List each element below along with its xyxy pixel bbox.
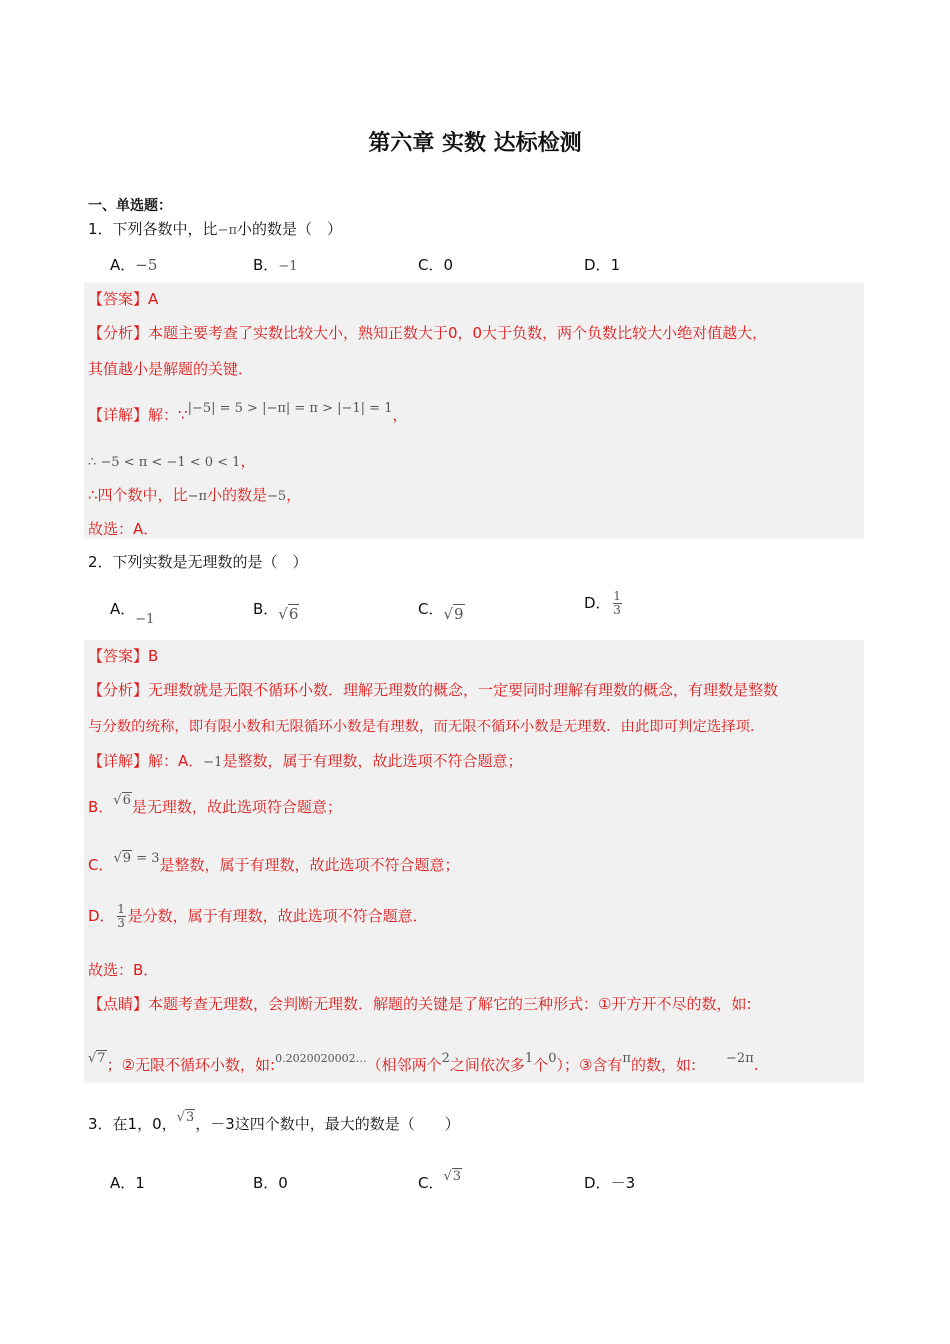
q1-detail-line-3: ∴四个数中，比−π小的数是−5， bbox=[88, 486, 302, 504]
q1-detail-line-2: ∴ −5 < π < −1 < 0 < 1， bbox=[88, 452, 256, 470]
question-3-stem: 3．在1，0，√3，－3这四个数中，最大的数是（ ） bbox=[88, 1110, 460, 1133]
q2-detail-b: B．√6是无理数，故此选项符合题意； bbox=[88, 793, 342, 816]
q1-option-c: C．0 bbox=[418, 256, 454, 274]
q2-detail-c: C．√9 = 3是整数，属于有理数，故此选项不符合题意； bbox=[88, 851, 460, 874]
q1-detail-line-1: 【详解】解：∵|−5| = 5 > |−π| = π > |−1| = 1， bbox=[88, 401, 408, 424]
q2-analysis-line-2: 与分数的统称，即有限小数和无限循环小数是有理数，而无限不循环小数是无理数．由此即可判定选择项． bbox=[88, 719, 765, 735]
q2-option-b: B．√6 bbox=[253, 600, 299, 623]
question-1-stem: 1．下列各数中，比−π小的数是（ ） bbox=[88, 220, 342, 238]
q2-conclusion: 故选：B． bbox=[88, 961, 159, 979]
q2-option-c: C．√9 bbox=[418, 600, 464, 623]
q3-option-c: C．√3 bbox=[418, 1169, 462, 1192]
page-title: 第六章 实数 达标检测 bbox=[368, 131, 582, 156]
q3-option-d: D．－3 bbox=[584, 1174, 636, 1192]
q2-option-a: A．−1 bbox=[110, 600, 155, 627]
q1-option-b: B．−1 bbox=[253, 256, 298, 274]
q2-analysis-line-1: 【分析】无理数就是无限不循环小数．理解无理数的概念，一定要同时理解有理数的概念，有理数是整数 bbox=[88, 681, 779, 699]
q1-analysis-line-1: 【分析】本题主要考查了实数比较大小，熟知正数大于0，0大于负数，两个负数比较大小绝对值越大， bbox=[88, 324, 768, 342]
q2-point-line-2: √7；②无限不循环小数，如:$^{0.2020020002\dots}$（相邻两个2之间依次多1个0）；③含有π的数，如: −2π. bbox=[88, 1051, 759, 1074]
q2-option-d: D． $\frac{1}{3}$ bbox=[584, 589, 621, 617]
section-heading: 一、单选题： bbox=[88, 198, 172, 214]
q2-answer: 【答案】B bbox=[88, 647, 159, 665]
q3-option-a: A．1 bbox=[110, 1174, 145, 1192]
q1-conclusion: 故选：A． bbox=[88, 520, 159, 538]
q1-option-a: A．−5 bbox=[110, 256, 158, 274]
q2-detail-a: 【详解】解：A．−1是整数，属于有理数，故此选项不符合题意； bbox=[88, 752, 523, 770]
q2-detail-d: D． $\frac{1}{3}$ 是分数，属于有理数，故此选项不符合题意． bbox=[88, 902, 428, 930]
q1-analysis-line-2: 其值越小是解题的关键． bbox=[88, 360, 254, 378]
question-2-stem: 2．下列实数是无理数的是（ ） bbox=[88, 553, 308, 571]
q1-option-d: D．1 bbox=[584, 256, 621, 274]
q1-answer: 【答案】A bbox=[88, 290, 159, 308]
q3-option-b: B．0 bbox=[253, 1174, 288, 1192]
q2-point-line-1: 【点睛】本题考查无理数，会判断无理数．解题的关键是了解它的三种形式：①开方开不尽的数，如: bbox=[88, 995, 752, 1013]
